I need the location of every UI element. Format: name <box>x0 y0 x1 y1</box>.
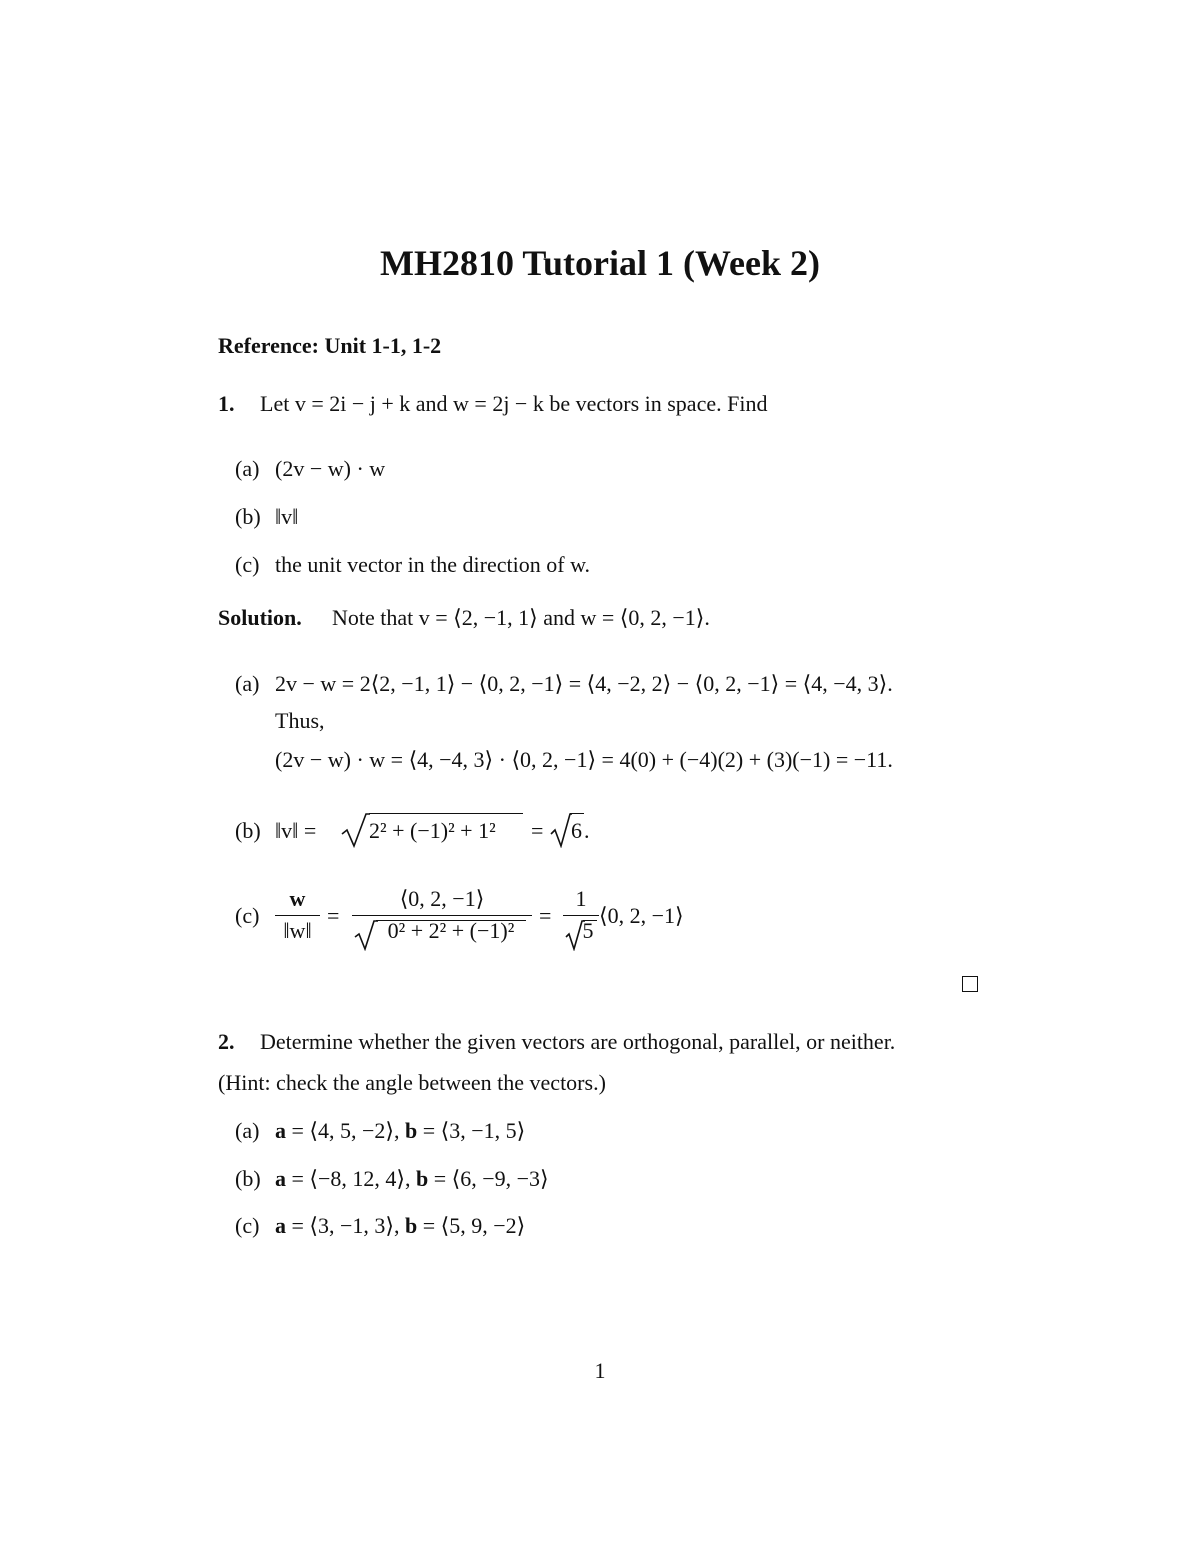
frac3-numerator: 1 <box>575 886 587 911</box>
reference-line: Reference: Unit 1-1, 1-2 <box>218 333 442 358</box>
q2-part-b-label: (b) <box>235 1166 261 1191</box>
q2-statement: Determine whether the given vectors are orthogonal, parallel, or neither. <box>260 1029 896 1054</box>
frac1-denominator: ‖w‖ <box>283 918 312 943</box>
sol-b-end: . <box>584 818 590 843</box>
page-number: 1 <box>594 1358 606 1383</box>
q2-part-a <box>275 1118 525 1144</box>
q1-part-c-label: (c) <box>235 552 260 577</box>
q2-part-c-label: (c) <box>235 1213 260 1238</box>
q1-number: 1. <box>218 391 235 416</box>
page-title: MH2810 Tutorial 1 (Week 2) <box>380 243 820 283</box>
sqrt-vinculum <box>570 813 584 814</box>
fraction-w-over-norm <box>275 887 320 943</box>
sqrt-sign-icon <box>354 919 378 951</box>
sol-c-tail: ⟨0, 2, −1⟩ <box>599 903 684 928</box>
vector-b-value: = ⟨3, −1, 5⟩ <box>417 1118 526 1143</box>
sqrt-sign-icon <box>340 812 370 848</box>
sol-b-root: 6 <box>571 818 582 843</box>
fraction-bar <box>563 915 599 916</box>
q1-statement: Let v = 2i − j + k and w = 2j − k be vectors in space. Find <box>260 391 768 416</box>
vector-b-value: = ⟨6, −9, −3⟩ <box>428 1166 549 1191</box>
q2-part-b <box>275 1166 549 1192</box>
sol-b-eq: = <box>531 818 544 843</box>
solution-intro: Note that v = ⟨2, −1, 1⟩ and w = ⟨0, 2, −1⟩. <box>332 605 710 630</box>
vector-b: b <box>415 1166 429 1191</box>
vector-b: b <box>404 1118 418 1143</box>
q2-part-c <box>275 1213 525 1239</box>
fraction-vector-over-norm <box>352 887 532 943</box>
frac3-denominator: 5 <box>582 918 594 943</box>
vector-a: a <box>275 1118 286 1143</box>
sqrt-sign-icon <box>550 812 572 848</box>
vector-b: b <box>404 1213 418 1238</box>
frac1-numerator: w <box>289 886 306 911</box>
q1-part-a-label: (a) <box>235 456 260 481</box>
sol-c-eq2: = <box>539 903 552 928</box>
q2-hint: (Hint: check the angle between the vectors.) <box>218 1070 606 1095</box>
q1-part-c-text: the unit vector in the direction of w. <box>275 552 591 577</box>
sqrt-sign-icon <box>565 919 585 951</box>
qed-square-icon <box>962 976 978 992</box>
sqrt-vinculum <box>369 813 523 814</box>
vector-b-value: = ⟨5, 9, −2⟩ <box>417 1213 526 1238</box>
sqrt-vinculum <box>376 920 526 921</box>
vector-a: a <box>275 1213 286 1238</box>
vector-a: a <box>275 1166 286 1191</box>
sol-c-eq1: = <box>327 903 340 928</box>
frac2-numerator: ⟨0, 2, −1⟩ <box>399 886 485 911</box>
sqrt-vinculum <box>583 920 597 921</box>
sol-a-line3: (2v − w) · w = ⟨4, −4, 3⟩ · ⟨0, 2, −1⟩ = 4(0) + (−4)(2) + (3)(−1) = −11. <box>275 747 893 772</box>
vector-a-value: = ⟨4, 5, −2⟩, <box>286 1118 405 1143</box>
sol-b-lhs: ‖v‖ = <box>275 818 317 843</box>
q1-part-a-text: (2v − w) · w <box>275 456 386 481</box>
q2-part-a-label: (a) <box>235 1118 260 1143</box>
sol-a-label: (a) <box>235 671 260 696</box>
q2-number: 2. <box>218 1029 235 1054</box>
fraction-bar <box>275 915 320 916</box>
sol-c-label: (c) <box>235 903 260 928</box>
sol-a-line2: Thus, <box>275 708 325 733</box>
sol-b-radicand: 2² + (−1)² + 1² <box>369 818 496 843</box>
vector-a-value: = ⟨3, −1, 3⟩, <box>286 1213 405 1238</box>
q1-part-b-label: (b) <box>235 504 261 529</box>
sol-a-line1: 2v − w = 2⟨2, −1, 1⟩ − ⟨0, 2, −1⟩ = ⟨4, −2, 2⟩ − ⟨0, 2, −1⟩ = ⟨4, −4, 3⟩. <box>275 671 893 696</box>
sol-b-label: (b) <box>235 818 261 843</box>
fraction-bar <box>352 915 532 916</box>
frac2-denominator: 0² + 2² + (−1)² <box>387 918 515 943</box>
solution-heading: Solution. <box>218 605 302 630</box>
vector-a-value: = ⟨−8, 12, 4⟩, <box>286 1166 416 1191</box>
q1-part-b-text: ‖v‖ <box>275 504 299 529</box>
